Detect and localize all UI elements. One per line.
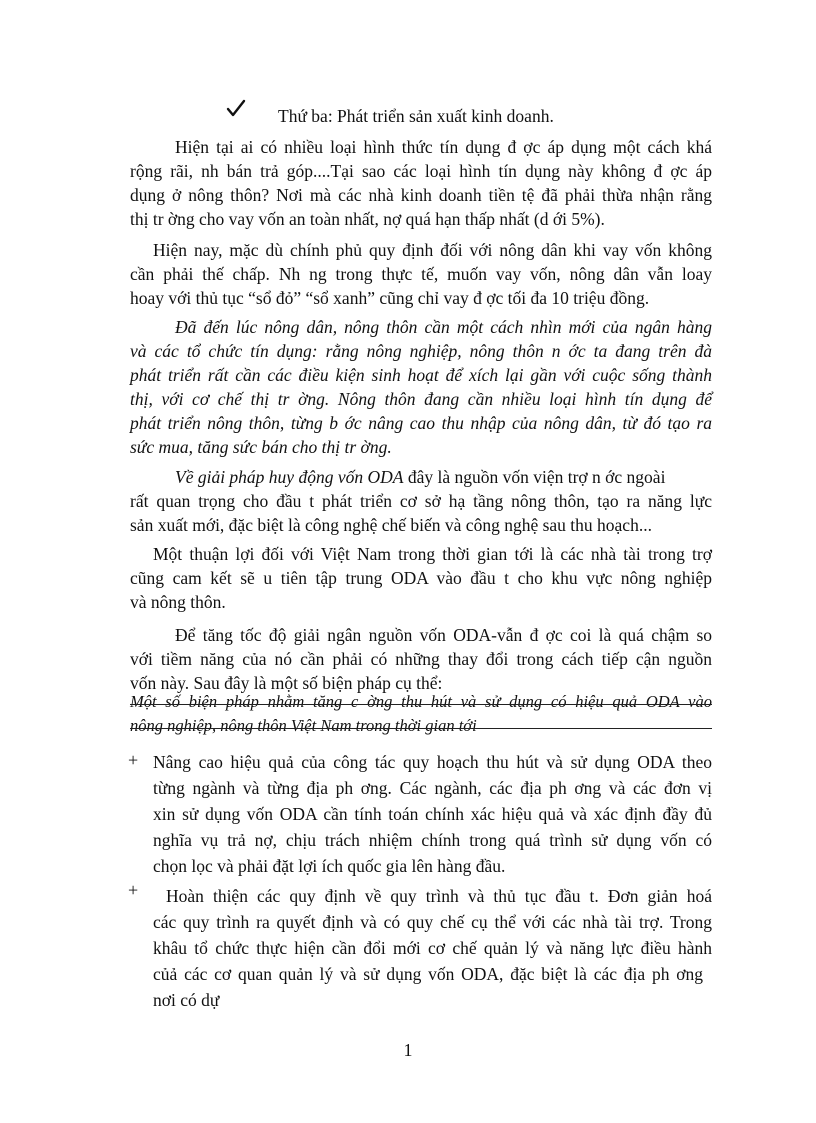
- subheading-underline: [130, 728, 712, 729]
- oda-solution-label: Về giải pháp huy động vốn ODA: [175, 467, 404, 487]
- paragraph-3-line: và các tổ chức tín dụng: rằng nông nghiệp, nông thôn n ớc ta đang trên đà: [130, 341, 712, 361]
- bullet-2-line: các quy trình ra quyết định và có quy chế cụ thể với các nhà tài trợ. Trong: [153, 912, 712, 932]
- plus-bullet-icon: +: [128, 750, 139, 770]
- paragraph-2-line: Hiện nay, mặc dù chính phủ quy định đối với nông dân khi vay vốn không: [153, 240, 712, 260]
- bullet-2-line: Hoàn thiện các quy định về quy trình và thủ tục đầu t. Đơn giản hoá: [166, 886, 712, 906]
- paragraph-5-line: Một thuận lợi đối với Việt Nam trong thời gian tới là các nhà tài trong trợ: [153, 544, 712, 564]
- paragraph-6-line: Để tăng tốc độ giải ngân nguồn vốn ODA-vẫn đ ợc coi là quá chậm so: [175, 625, 712, 645]
- paragraph-1-line: rộng rãi, nh bán trả góp....Tại sao các loại hình tín dụng này không đ ợc áp: [130, 161, 712, 181]
- bullet-1-line: nghĩa vụ trả nợ, chịu trách nhiệm chính trong quá trình sử dụng vốn có: [153, 830, 712, 850]
- paragraph-1-line: Hiện tại ai có nhiều loại hình thức tín dụng đ ợc áp dụng một cách khá: [175, 137, 712, 157]
- paragraph-4-line: rất quan trọng cho đầu t phát triển cơ sở hạ tầng nông thôn, tạo ra năng lực: [130, 491, 712, 511]
- paragraph-3-line: phát triển rất cần các điều kiện sinh hoạt để xích lại gần với cuộc sống thành: [130, 365, 712, 385]
- paragraph-3-line: sức mua, tăng sức bán cho thị tr ờng.: [130, 437, 392, 457]
- paragraph-3-line: phát triển nông thôn, từng b ớc nâng cao thu nhập của nông dân, từ đó tạo ra: [130, 413, 712, 433]
- paragraph-4-line-rest: đây là nguồn vốn viện trợ n ớc ngoài: [403, 467, 666, 487]
- paragraph-6-line: với tiềm năng của nó cần phải có những thay đổi trong cách tiếp cận nguồn: [130, 649, 712, 669]
- paragraph-3-line: Đã đến lúc nông dân, nông thôn cần một cách nhìn mới của ngân hàng: [175, 317, 712, 337]
- paragraph-3-line: thị, với cơ chế thị tr ờng. Nông thôn đang cần nhiều loại hình tín dụng để: [130, 389, 712, 409]
- subheading-line: Một số biện pháp nhằm tăng c ờng thu hút và sử dụng có hiệu quả ODA vào: [130, 692, 712, 711]
- paragraph-5-line: và nông thôn.: [130, 592, 226, 612]
- paragraph-4-line: sản xuất mới, đặc biệt là công nghệ chế biến và công nghệ sau thu hoạch...: [130, 515, 652, 535]
- paragraph-6-line: vốn này. Sau đây là một số biện pháp cụ thể:: [130, 673, 443, 693]
- bullet-1-line: xin sử dụng vốn ODA cần tính toán chính xác hiệu quả và xác định đầy đủ: [153, 804, 712, 824]
- checkmark-icon: [226, 98, 246, 118]
- paragraph-5-line: cũng cam kết sẽ u tiên tập trung ODA vào đầu t cho khu vực nông nghiệp: [130, 568, 712, 588]
- bullet-2-line: củả các cơ quan quản lý và sử dụng vốn ODA, đặc biệt là các địa ph ơng: [153, 964, 703, 984]
- paragraph-1-line: dụng ở nông thôn? Nơi mà các nhà kinh doanh tiền tệ đã phải thừa nhận rằng: [130, 185, 712, 205]
- plus-bullet-icon: +: [128, 880, 139, 900]
- subheading-line: nông nghiệp, nông thôn Việt Nam trong thời gian tới: [130, 716, 477, 735]
- bullet-1-line: chọn lọc và phải đặt lợi ích quốc gia lên hàng đầu.: [153, 856, 506, 876]
- paragraph-2-line: cần phải thế chấp. Nh ng trong thực tế, muốn vay vốn, nông dân vẫn loay: [130, 264, 712, 284]
- bullet-1-line: Nâng cao hiệu quả của công tác quy hoạch thu hút và sử dụng ODA theo: [153, 752, 712, 772]
- bullet-1-line: từng ngành và từng địa ph ơng. Các ngành, các địa ph ơng và các đơn vị: [153, 778, 712, 798]
- paragraph-1-line: thị tr ờng cho vay vốn an toàn nhất, nợ quá hạn thấp nhất (d ới 5%).: [130, 209, 605, 229]
- bullet-2-line: nơi có dự: [153, 990, 220, 1010]
- page-number: 1: [403, 1040, 413, 1060]
- bullet-2-line: khâu tổ chức thực hiện cần đổi mới cơ chế quản lý và năng lực điều hành: [153, 938, 712, 958]
- section-heading: Thứ ba: Phát triển sản xuất kinh doanh.: [278, 106, 554, 126]
- subheading-underline: [130, 704, 712, 705]
- paragraph-2-line: hoay với thủ tục “sổ đỏ” “sổ xanh” cũng chỉ vay đ ợc tối đa 10 triệu đồng.: [130, 288, 650, 308]
- paragraph-4-first-line: [175, 465, 712, 489]
